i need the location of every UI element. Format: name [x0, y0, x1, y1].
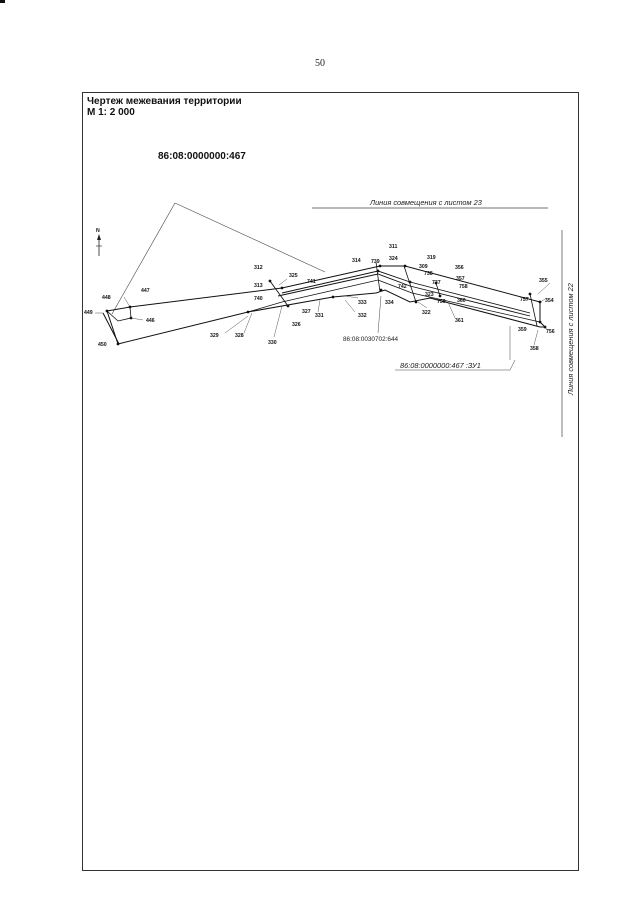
point-label-741: 741: [307, 279, 316, 285]
point-label-309: 309: [419, 264, 428, 270]
boundary-left-edge: [103, 313, 119, 344]
point-label-324: 324: [389, 256, 398, 262]
point-label-355: 355: [539, 278, 548, 284]
point-label-361: 361: [455, 318, 464, 324]
cross-line-right: [530, 294, 537, 326]
block-number-label: 86:08:0030702:644: [343, 336, 399, 343]
north-letter: N: [96, 228, 100, 234]
point-label-449: 449: [84, 310, 93, 316]
point-label-356: 356: [455, 265, 464, 271]
point-label-446: 446: [146, 318, 155, 324]
point-label-354: 354: [545, 298, 554, 304]
point-label-756: 756: [546, 329, 555, 335]
point-label-357: 357: [456, 276, 465, 282]
point-label-326: 326: [292, 322, 301, 328]
point-label-323: 323: [425, 292, 434, 298]
point-label-322: 322: [422, 310, 431, 316]
point-label-450: 450: [98, 342, 107, 348]
point-label-327: 327: [302, 309, 311, 315]
point-label-739: 739: [371, 259, 380, 265]
point-label-334: 334: [385, 300, 394, 306]
leader-main-right: [175, 203, 325, 272]
point-label-742: 742: [398, 284, 407, 290]
outer-boundary-lower: [107, 290, 545, 344]
page-number: 50: [315, 58, 325, 69]
point-label-329: 329: [210, 333, 219, 339]
point-label-328: 328: [235, 333, 244, 339]
outer-boundary-upper: [107, 266, 545, 327]
point-label-358: 358: [530, 346, 539, 352]
point-label-311: 311: [389, 244, 398, 250]
point-label-360: 360: [457, 298, 466, 304]
match-line-23-label: Линия совмещения с листом 23: [370, 198, 482, 207]
point-label-325: 325: [289, 273, 298, 279]
point-label-331: 331: [315, 313, 324, 319]
cadastral-number-main: 86:08:0000000:467: [158, 151, 246, 162]
match-line-22-label: Линия совмещения с листом 22: [566, 283, 575, 395]
point-label-737: 737: [432, 280, 441, 286]
point-label-738: 738: [424, 271, 433, 277]
vertex-markers: [106, 265, 547, 346]
point-label-332: 332: [358, 313, 367, 319]
point-label-312: 312: [254, 265, 263, 271]
point-label-757: 757: [520, 297, 529, 303]
plot-number-leader-c: [510, 360, 515, 370]
point-label-448: 448: [102, 295, 111, 301]
point-label-359: 359: [518, 327, 527, 333]
point-label-447: 447: [141, 288, 150, 294]
point-label-758: 758: [459, 284, 468, 290]
title-line-1: Чертеж межевания территории: [87, 96, 242, 107]
point-label-759: 759: [437, 299, 446, 305]
point-label-313: 313: [254, 283, 263, 289]
leader-main-left: [112, 203, 175, 314]
point-label-330: 330: [268, 340, 277, 346]
point-label-319: 319: [427, 255, 436, 261]
block-number-leader: [378, 296, 381, 333]
point-label-333: 333: [358, 300, 367, 306]
point-label-740: 740: [254, 296, 263, 302]
plot-number-label: 86:08:0000000:467 :ЗУ1: [400, 361, 481, 370]
point-label-314: 314: [352, 258, 361, 264]
north-arrow: [96, 228, 102, 256]
scale-label: М 1: 2 000: [87, 107, 135, 118]
